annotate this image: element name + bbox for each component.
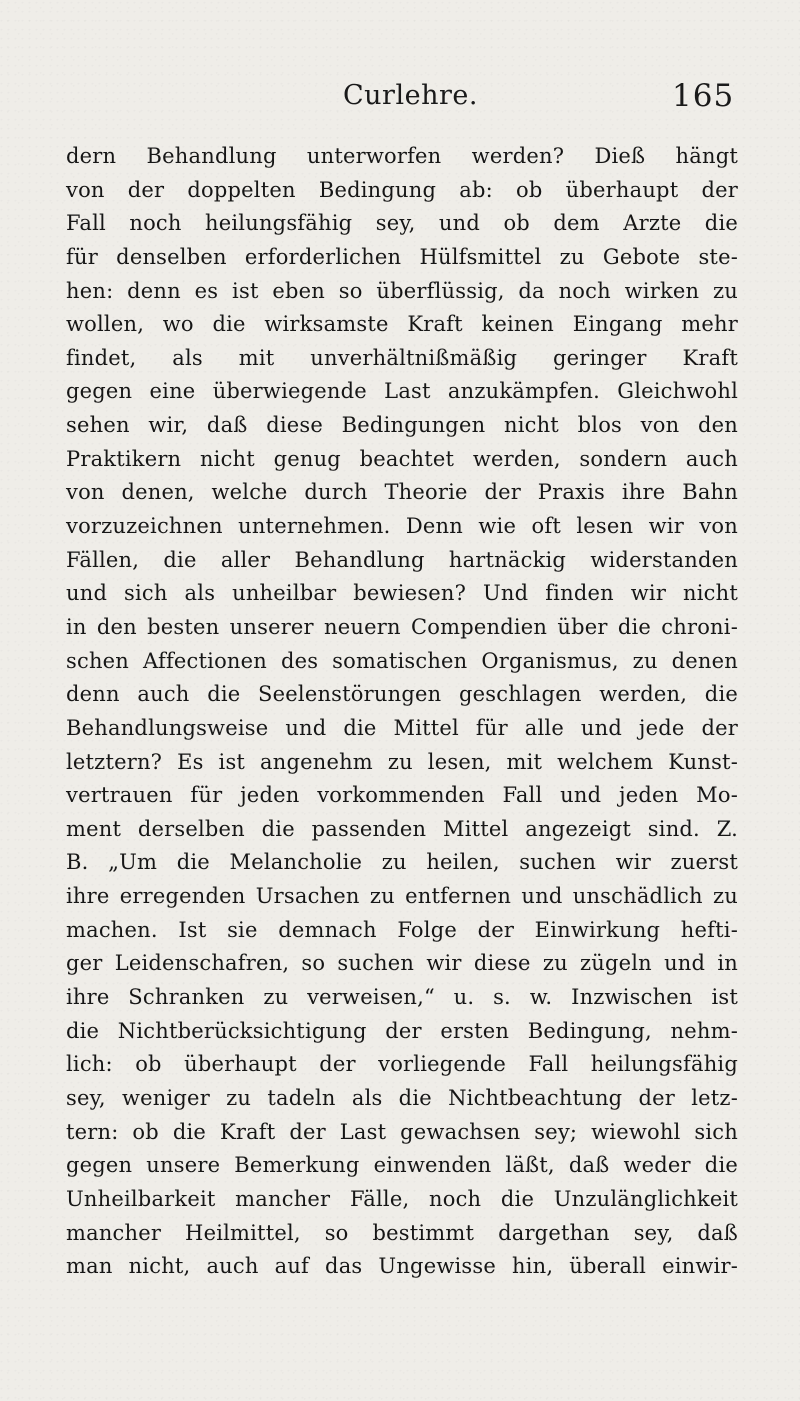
page-number: 165: [672, 78, 735, 114]
text-line: in den besten unserer neuern Compendien über die chroni-: [66, 614, 738, 639]
text-line: Praktikern nicht genug beachtet werden, sondern auch: [66, 446, 738, 471]
text-line: von der doppelten Bedingung ab: ob überhaupt der: [66, 177, 738, 202]
text-line: ihre erregenden Ursachen zu entfernen und unschädlich zu: [66, 884, 738, 909]
text-line: lich: ob überhaupt der vorliegende Fall heilungsfähig: [66, 1052, 738, 1077]
text-line: ment derselben die passenden Mittel angezeigt sind. Z.: [66, 816, 738, 841]
text-line: für denselben erforderlichen Hülfsmittel zu Gebote ste-: [66, 244, 738, 269]
text-line: wollen, wo die wirksamste Kraft keinen Eingang mehr: [66, 312, 738, 337]
text-line: die Nichtberücksichtigung der ersten Bedingung, nehm-: [66, 1018, 738, 1043]
text-line: Fällen, die aller Behandlung hartnäckig widerstanden: [66, 547, 738, 572]
text-line: Unheilbarkeit mancher Fälle, noch die Unzulänglichkeit: [66, 1186, 738, 1211]
text-line: gegen unsere Bemerkung einwenden läßt, daß weder die: [66, 1153, 738, 1178]
text-line: dern Behandlung unterworfen werden? Dieß hängt: [66, 144, 738, 168]
text-line: ihre Schranken zu verweisen,“ u. s. w. Inzwischen ist: [66, 985, 738, 1010]
text-line: sey, weniger zu tadeln als die Nichtbeachtung der letz-: [66, 1085, 738, 1110]
running-head: Curlehre.: [343, 80, 478, 111]
text-line: gegen eine überwiegende Last anzukämpfen. Gleichwohl: [66, 379, 738, 404]
text-line: man nicht, auch auf das Ungewisse hin, überall einwir-: [66, 1254, 738, 1279]
text-line: schen Affectionen des somatischen Organismus, zu denen: [66, 648, 738, 673]
text-line: sehen wir, daß diese Bedingungen nicht blos von den: [66, 413, 738, 438]
body-text: [66, 140, 738, 1284]
text-line: ger Leidenschafren, so suchen wir diese zu zügeln und in: [66, 951, 738, 976]
text-line: und sich als unheilbar bewiesen? Und finden wir nicht: [66, 581, 738, 606]
page-header: [0, 78, 800, 118]
text-line: von denen, welche durch Theorie der Praxis ihre Bahn: [66, 480, 738, 505]
text-line: hen: denn es ist eben so überflüssig, da noch wirken zu: [66, 278, 738, 303]
text-line: tern: ob die Kraft der Last gewachsen sey; wiewohl sich: [66, 1119, 738, 1144]
text-line: mancher Heilmittel, so bestimmt dargethan sey, daß: [66, 1220, 738, 1245]
text-line: vertrauen für jeden vorkommenden Fall und jeden Mo-: [66, 783, 738, 808]
text-line: B. „Um die Melancholie zu heilen, suchen wir zuerst: [66, 850, 738, 875]
text-line: letztern? Es ist angenehm zu lesen, mit welchem Kunst-: [66, 749, 738, 774]
text-line: machen. Ist sie demnach Folge der Einwirkung hefti-: [66, 917, 738, 942]
text-line: Behandlungsweise und die Mittel für alle und jede der: [66, 715, 738, 740]
text-line: Fall noch heilungsfähig sey, und ob dem Arzte die: [66, 211, 738, 236]
text-line: denn auch die Seelenstörungen geschlagen werden, die: [66, 682, 738, 707]
text-line: findet, als mit unverhältnißmäßig geringer Kraft: [66, 345, 738, 370]
text-line: vorzuzeichnen unternehmen. Denn wie oft lesen wir von: [66, 514, 738, 539]
